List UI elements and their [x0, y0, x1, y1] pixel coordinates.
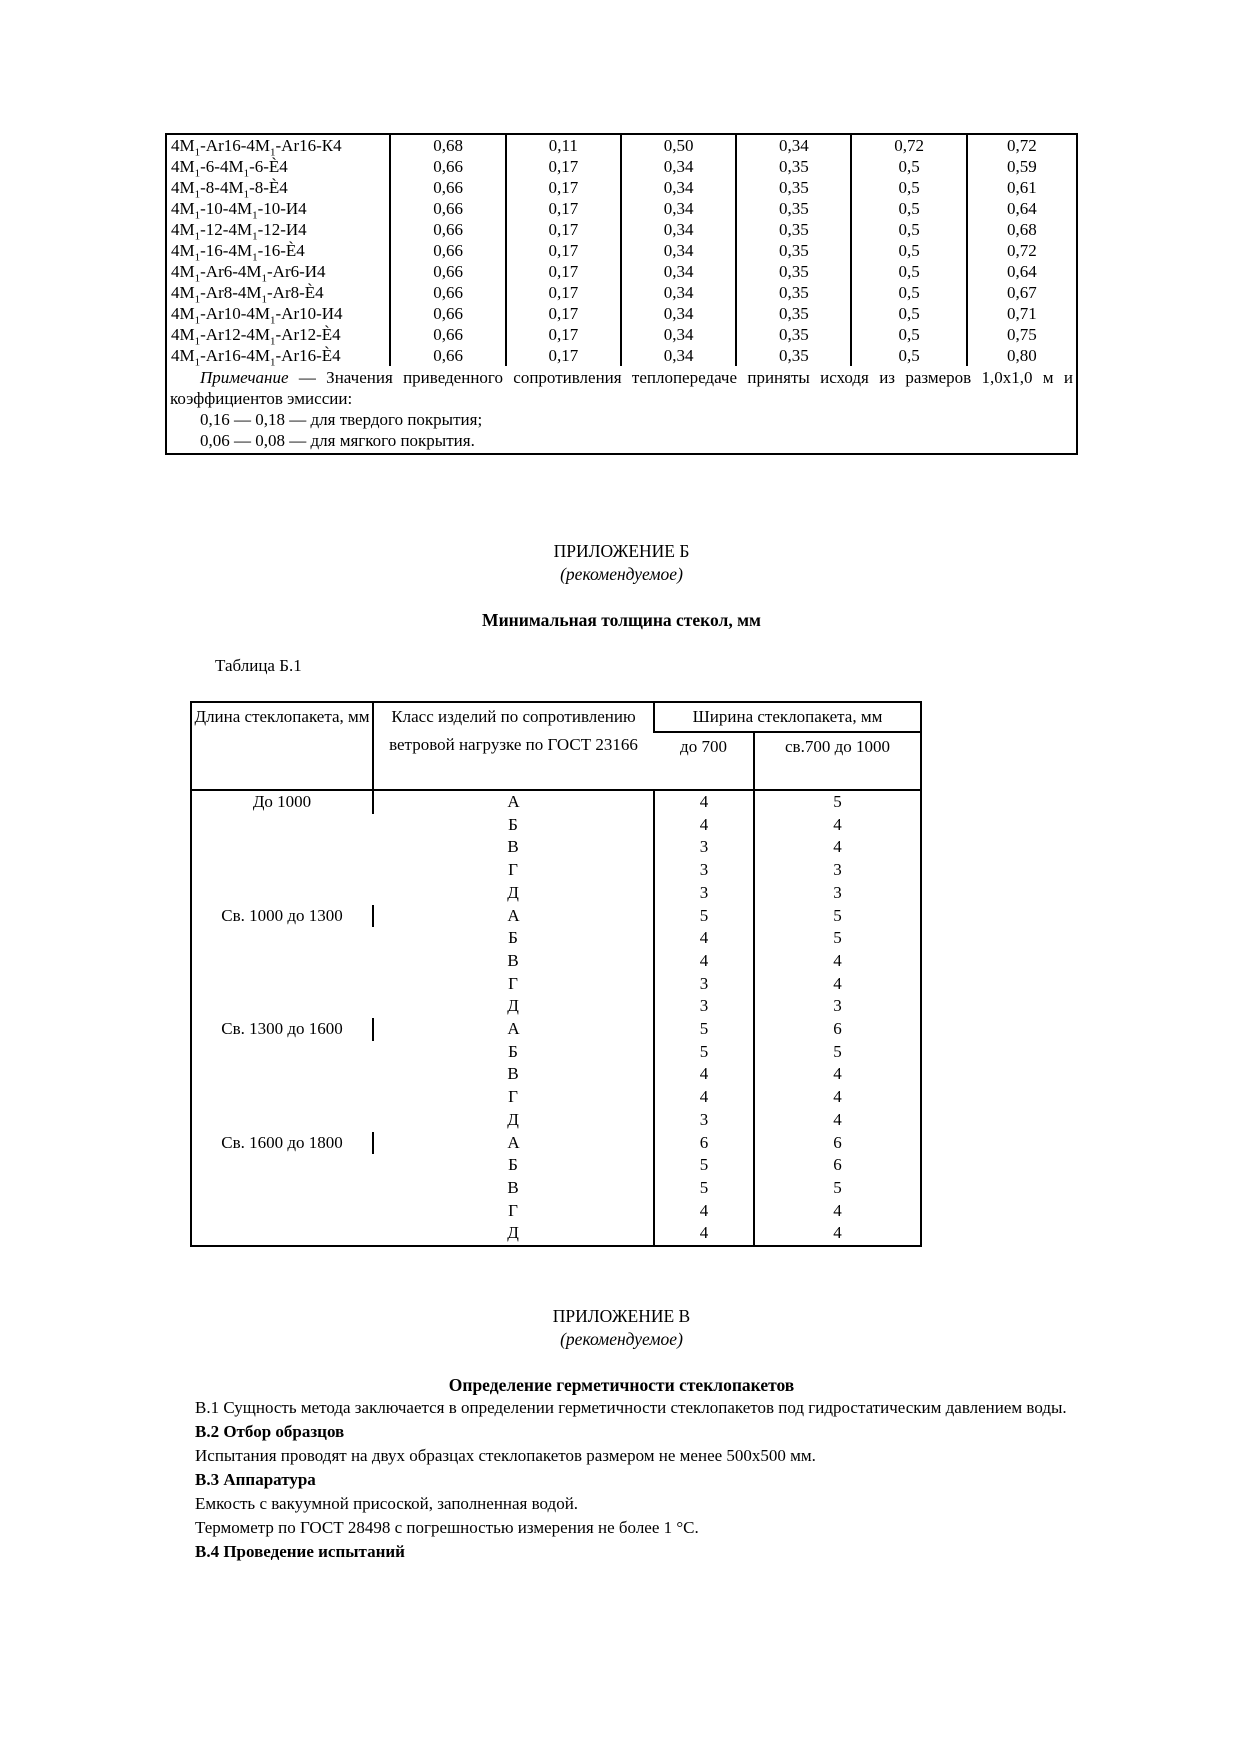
class-cell: Б: [508, 1041, 518, 1061]
value-cell: 0,66: [390, 261, 505, 282]
note-item: 0,06 — 0,08 — для мягкого покрытия.: [200, 431, 475, 450]
value-cell: 0,35: [736, 261, 851, 282]
value-cell: 0,66: [390, 345, 505, 366]
length-cell: До 1000: [252, 792, 312, 811]
value-cell: 0,17: [506, 177, 621, 198]
value-cell: 0,34: [621, 282, 736, 303]
thickness-cell: 4: [654, 1222, 754, 1246]
class-cell: Г: [508, 860, 518, 880]
formula-cell: $4М_1-Ar8-4М_1-Ar8-È4$: [171, 283, 324, 306]
class-cell: Б: [508, 1155, 518, 1175]
value-cell: 0,17: [506, 345, 621, 366]
value-cell: 0,66: [390, 240, 505, 261]
note-item: 0,16 — 0,18 — для твердого покрытия;: [200, 410, 483, 429]
value-cell: 0,5: [851, 261, 966, 282]
value-cell: 0,34: [621, 324, 736, 345]
col-header-width: Ширина стеклопакета, мм: [654, 702, 921, 732]
class-cell: А: [373, 1018, 654, 1041]
value-cell: 0,17: [506, 324, 621, 345]
thickness-cell: 5: [754, 1177, 921, 1200]
value-cell: 0,68: [967, 219, 1077, 240]
value-cell: 0,67: [967, 282, 1077, 303]
value-cell: 0,5: [851, 345, 966, 366]
class-cell: В: [507, 950, 519, 970]
table-row: [191, 1018, 921, 1041]
thickness-cell: 6: [754, 1132, 921, 1155]
value-cell: 0,61: [967, 177, 1077, 198]
value-cell: 0,75: [967, 324, 1077, 345]
thickness-cell: 3: [654, 859, 754, 882]
value-cell: 0,50: [621, 134, 736, 156]
formula-cell: $4М_1-Ar16-4М_1-Ar16-È4$: [171, 346, 341, 369]
formula-cell: $4М_1-Ar10-4М_1-Ar10-И4$: [171, 304, 343, 327]
paragraph: Испытания проводят на двух образцах стеклопакетов размером не менее 500х500 мм.: [195, 1446, 816, 1465]
class-cell: В: [507, 1064, 519, 1084]
table-row: [166, 282, 1077, 303]
table-b1-label: Таблица Б.1: [215, 656, 302, 675]
value-cell: 0,17: [506, 303, 621, 324]
formula-cell: $4М_1-8-4М_1-8-È4$: [171, 178, 288, 201]
class-cell: А: [373, 1132, 654, 1155]
class-cell: Д: [507, 1223, 519, 1243]
table-row: [166, 240, 1077, 261]
table-row: [166, 303, 1077, 324]
appendix-v-title: ПРИЛОЖЕНИЕ В: [552, 1306, 691, 1326]
thickness-cell: 5: [754, 905, 921, 928]
thickness-cell: 4: [654, 927, 754, 950]
col-header-length: Длина стеклопакета, мм: [191, 702, 373, 790]
formula-cell: $4М_1-10-4М_1-10-И4$: [171, 199, 307, 222]
subsection-heading: В.4 Проведение испытаний: [195, 1542, 405, 1561]
table-note-row: [166, 366, 1077, 454]
value-cell: 0,17: [506, 156, 621, 177]
note-rest: — Значения приведенного сопротивления теплопередаче приняты исходя из размеров 1,0х1,0 м и коэффициентов эмиссии:: [170, 368, 1073, 408]
value-cell: 0,66: [390, 198, 505, 219]
value-cell: 0,66: [390, 324, 505, 345]
thickness-cell: 5: [654, 1177, 754, 1200]
value-cell: 0,35: [736, 198, 851, 219]
thickness-cell: 3: [654, 882, 754, 905]
thickness-cell: 4: [654, 1063, 754, 1086]
value-cell: 0,72: [967, 134, 1077, 156]
appendix-b-title: ПРИЛОЖЕНИЕ Б: [553, 541, 690, 561]
value-cell: 0,5: [851, 219, 966, 240]
class-cell: А: [373, 905, 654, 928]
class-cell: Г: [508, 1200, 518, 1220]
value-cell: 0,34: [621, 345, 736, 366]
table-row: [191, 790, 921, 814]
appendix-b-subtitle: (рекомендуемое): [560, 564, 683, 584]
value-cell: 0,66: [390, 303, 505, 324]
glass-thickness-table: [190, 701, 922, 1247]
value-cell: 0,72: [851, 134, 966, 156]
value-cell: 0,35: [736, 324, 851, 345]
thickness-cell: 4: [754, 1063, 921, 1086]
table-row: [166, 345, 1077, 366]
value-cell: 0,17: [506, 261, 621, 282]
sub-header-over-700: св.700 до 1000: [754, 732, 921, 790]
formula-cell: $4М_1-6-4М_1-6-È4$: [171, 157, 288, 180]
value-cell: 0,66: [390, 177, 505, 198]
subsection-heading: В.2 Отбор образцов: [195, 1422, 345, 1441]
thickness-cell: 4: [754, 1086, 921, 1109]
thickness-cell: 4: [754, 973, 921, 996]
value-cell: 0,59: [967, 156, 1077, 177]
thickness-cell: 3: [654, 1109, 754, 1132]
value-cell: 0,11: [506, 134, 621, 156]
thickness-cell: 5: [654, 1018, 754, 1041]
thickness-cell: 4: [754, 950, 921, 973]
thickness-cell: 5: [754, 1041, 921, 1064]
value-cell: 0,35: [736, 345, 851, 366]
table-row: [166, 219, 1077, 240]
value-cell: 0,80: [967, 345, 1077, 366]
table-note: [166, 366, 1077, 454]
appendix-v-paragraphs: [165, 1396, 1078, 1564]
value-cell: 0,34: [736, 134, 851, 156]
value-cell: 0,66: [390, 219, 505, 240]
class-cell: Г: [508, 1087, 518, 1107]
table-row: [166, 177, 1077, 198]
value-cell: 0,5: [851, 303, 966, 324]
sub-header-to-700: до 700: [654, 732, 754, 790]
value-cell: 0,35: [736, 219, 851, 240]
value-cell: 0,5: [851, 177, 966, 198]
class-cell: В: [507, 837, 519, 857]
value-cell: 0,5: [851, 240, 966, 261]
value-cell: 0,17: [506, 219, 621, 240]
thickness-cell: 4: [654, 950, 754, 973]
appendix-v-subtitle: (рекомендуемое): [560, 1329, 683, 1349]
thickness-cell: 5: [654, 905, 754, 928]
thickness-cell: 4: [654, 814, 754, 837]
value-cell: 0,5: [851, 198, 966, 219]
value-cell: 0,5: [851, 324, 966, 345]
value-cell: 0,34: [621, 303, 736, 324]
value-cell: 0,34: [621, 219, 736, 240]
value-cell: 0,34: [621, 156, 736, 177]
value-cell: 0,66: [390, 282, 505, 303]
value-cell: 0,35: [736, 156, 851, 177]
value-cell: 0,17: [506, 240, 621, 261]
class-cell: Д: [507, 882, 519, 902]
thickness-cell: 3: [754, 995, 921, 1018]
thickness-cell: 3: [754, 882, 921, 905]
appendix-b-header: [165, 540, 1078, 586]
thickness-cell: 4: [754, 814, 921, 837]
value-cell: 0,34: [621, 177, 736, 198]
thickness-cell: 5: [654, 1041, 754, 1064]
length-cell: Св. 1300 до 1600: [221, 1019, 343, 1039]
thickness-cell: 3: [654, 995, 754, 1018]
value-cell: 0,35: [736, 240, 851, 261]
thickness-cell: 4: [654, 1086, 754, 1109]
thickness-cell: 4: [654, 790, 754, 814]
value-cell: 0,5: [851, 156, 966, 177]
table-b1-header-row: [191, 702, 921, 732]
glass-thickness-table-body: [191, 790, 921, 1246]
thickness-cell: 5: [754, 790, 921, 814]
appendix-b-heading: Минимальная толщина стекол, мм: [482, 610, 761, 630]
class-cell: В: [507, 1177, 519, 1197]
col-header-class: Класс изделий по сопротивлению ветровой нагрузке по ГОСТ 23166: [373, 702, 654, 790]
length-cell: Св. 1600 до 1800: [221, 1132, 343, 1152]
value-cell: 0,72: [967, 240, 1077, 261]
table-row: [166, 261, 1077, 282]
value-cell: 0,66: [390, 156, 505, 177]
class-cell: Г: [508, 973, 518, 993]
paragraph: Емкость с вакуумной присоской, заполненная водой.: [195, 1494, 579, 1513]
value-cell: 0,64: [967, 198, 1077, 219]
formula-cell: $4М_1-12-4М_1-12-И4$: [171, 220, 307, 243]
value-cell: 0,34: [621, 261, 736, 282]
class-cell: Б: [508, 928, 518, 948]
thickness-cell: 5: [654, 1154, 754, 1177]
value-cell: 0,68: [390, 134, 505, 156]
thickness-cell: 3: [654, 836, 754, 859]
table-row: [166, 134, 1077, 156]
class-cell: Д: [507, 1109, 519, 1129]
value-cell: 0,5: [851, 282, 966, 303]
thickness-cell: 6: [754, 1154, 921, 1177]
value-cell: 0,17: [506, 282, 621, 303]
table-row: [166, 156, 1077, 177]
value-cell: 0,17: [506, 198, 621, 219]
paragraph: Термометр по ГОСТ 28498 с погрешностью измерения не более 1 °С.: [195, 1518, 699, 1537]
value-cell: 0,35: [736, 303, 851, 324]
paragraph: В.1 Сущность метода заключается в определении герметичности стеклопакетов под гидростатическим давлением воды.: [195, 1398, 1067, 1417]
value-cell: 0,64: [967, 261, 1077, 282]
subsection-heading: В.3 Аппаратура: [195, 1470, 316, 1489]
appendix-v-header: [165, 1305, 1078, 1351]
note-lead: Примечание: [200, 368, 289, 387]
table-row: [166, 198, 1077, 219]
thickness-cell: 4: [754, 1109, 921, 1132]
thickness-cell: 3: [754, 859, 921, 882]
value-cell: 0,35: [736, 282, 851, 303]
thickness-cell: 6: [654, 1132, 754, 1155]
note-text: [170, 367, 1073, 409]
formula-cell: $4М_1-Ar6-4М_1-Ar6-И4$: [171, 262, 326, 285]
value-cell: 0,71: [967, 303, 1077, 324]
table-row: [166, 324, 1077, 345]
value-cell: 0,35: [736, 177, 851, 198]
thickness-cell: 4: [654, 1200, 754, 1223]
thickness-cell: 6: [754, 1018, 921, 1041]
formula-cell: $4М_1-Ar12-4М_1-Ar12-È4$: [171, 325, 341, 348]
formula-cell: $4М_1-Ar16-4М_1-Ar16-К4$: [171, 136, 342, 159]
thickness-cell: 5: [754, 927, 921, 950]
thermal-resistance-table-body: [166, 134, 1077, 369]
class-cell: Б: [508, 814, 518, 834]
thickness-cell: 3: [654, 973, 754, 996]
class-cell: Д: [507, 996, 519, 1016]
value-cell: 0,34: [621, 240, 736, 261]
value-cell: 0,34: [621, 198, 736, 219]
table-row: [191, 1132, 921, 1155]
thermal-resistance-table: [165, 133, 1078, 455]
formula-cell: $4М_1-16-4М_1-16-È4$: [171, 241, 305, 264]
table-row: [191, 905, 921, 928]
thickness-cell: 4: [754, 1222, 921, 1246]
class-cell: А: [373, 790, 654, 814]
appendix-v-heading: Определение герметичности стеклопакетов: [448, 1375, 795, 1395]
thickness-cell: 4: [754, 836, 921, 859]
length-cell: Св. 1000 до 1300: [221, 905, 343, 925]
thickness-cell: 4: [754, 1200, 921, 1223]
